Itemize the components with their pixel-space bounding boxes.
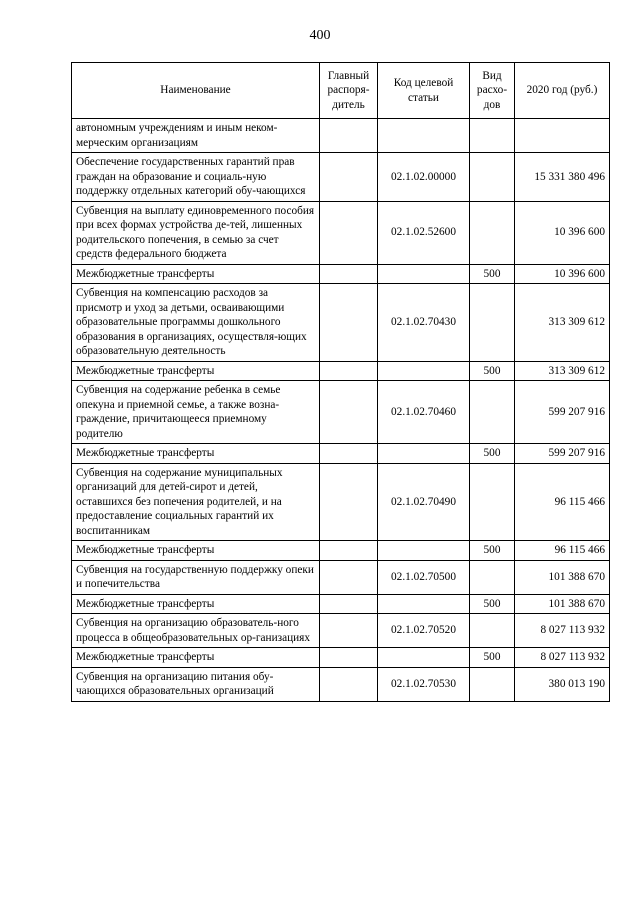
header-amount: 2020 год (руб.) <box>515 63 610 119</box>
cell-amount: 101 388 670 <box>515 560 610 594</box>
cell-amount <box>515 119 610 153</box>
cell-main-manager <box>320 264 378 284</box>
table-row <box>72 594 610 614</box>
cell-name: Субвенция на государственную поддержку опеки и попечительства <box>72 560 320 594</box>
cell-amount: 10 396 600 <box>515 264 610 284</box>
cell-target-code: 02.1.02.70500 <box>378 560 470 594</box>
cell-name: Межбюджетные трансферты <box>72 648 320 668</box>
table-row <box>72 560 610 594</box>
cell-expense-type <box>470 560 515 594</box>
cell-expense-type: 500 <box>470 648 515 668</box>
cell-target-code: 02.1.02.00000 <box>378 153 470 202</box>
cell-target-code: 02.1.02.52600 <box>378 201 470 264</box>
table-row <box>72 361 610 381</box>
cell-target-code <box>378 361 470 381</box>
cell-amount: 15 331 380 496 <box>515 153 610 202</box>
cell-target-code: 02.1.02.70490 <box>378 463 470 541</box>
table-row <box>72 264 610 284</box>
cell-amount: 313 309 612 <box>515 361 610 381</box>
table-row <box>72 153 610 202</box>
cell-main-manager <box>320 201 378 264</box>
cell-name: Межбюджетные трансферты <box>72 594 320 614</box>
cell-expense-type: 500 <box>470 594 515 614</box>
cell-name: Субвенция на компенсацию расходов за присмотр и уход за детьми, осваивающими образовательные программы дошкольного образования в организациях, осуществля-ющих образовательную деятельность <box>72 284 320 362</box>
cell-target-code: 02.1.02.70520 <box>378 614 470 648</box>
table-row <box>72 648 610 668</box>
cell-name: Обеспечение государственных гарантий прав граждан на образование и социаль-ную поддержку отдельных категорий обу-чающихся <box>72 153 320 202</box>
cell-main-manager <box>320 284 378 362</box>
cell-main-manager <box>320 361 378 381</box>
header-main-manager: Главный распоря-дитель <box>320 63 378 119</box>
table-row <box>72 381 610 444</box>
cell-main-manager <box>320 541 378 561</box>
cell-expense-type <box>470 667 515 701</box>
header-expense-type: Вид расхо-дов <box>470 63 515 119</box>
cell-amount: 96 115 466 <box>515 541 610 561</box>
cell-target-code: 02.1.02.70460 <box>378 381 470 444</box>
cell-target-code <box>378 264 470 284</box>
cell-amount: 599 207 916 <box>515 381 610 444</box>
cell-main-manager <box>320 560 378 594</box>
cell-amount: 313 309 612 <box>515 284 610 362</box>
cell-main-manager <box>320 667 378 701</box>
table-row <box>72 119 610 153</box>
header-target-code: Код целевой статьи <box>378 63 470 119</box>
cell-target-code: 02.1.02.70430 <box>378 284 470 362</box>
cell-main-manager <box>320 381 378 444</box>
cell-target-code <box>378 648 470 668</box>
cell-name: Субвенция на содержание ребенка в семье опекуна и приемной семье, а также возна-граждение, причитающееся приемному родителю <box>72 381 320 444</box>
cell-expense-type <box>470 463 515 541</box>
cell-target-code: 02.1.02.70530 <box>378 667 470 701</box>
cell-expense-type <box>470 614 515 648</box>
cell-name: Межбюджетные трансферты <box>72 541 320 561</box>
cell-name: Межбюджетные трансферты <box>72 444 320 464</box>
cell-amount: 599 207 916 <box>515 444 610 464</box>
cell-main-manager <box>320 119 378 153</box>
table-row <box>72 614 610 648</box>
table-row <box>72 444 610 464</box>
cell-name: Межбюджетные трансферты <box>72 264 320 284</box>
cell-target-code <box>378 594 470 614</box>
cell-main-manager <box>320 463 378 541</box>
cell-target-code <box>378 541 470 561</box>
cell-target-code <box>378 119 470 153</box>
cell-expense-type <box>470 153 515 202</box>
cell-expense-type: 500 <box>470 361 515 381</box>
cell-expense-type: 500 <box>470 444 515 464</box>
cell-main-manager <box>320 153 378 202</box>
cell-expense-type <box>470 381 515 444</box>
cell-expense-type: 500 <box>470 541 515 561</box>
table-row <box>72 541 610 561</box>
cell-amount: 101 388 670 <box>515 594 610 614</box>
table-row <box>72 463 610 541</box>
cell-amount: 380 013 190 <box>515 667 610 701</box>
cell-name: Субвенция на содержание муниципальных организаций для детей-сирот и детей, оставшихся без попечения родителей, и на предоставление социальных гарантий их воспитанникам <box>72 463 320 541</box>
table-row <box>72 201 610 264</box>
cell-expense-type <box>470 201 515 264</box>
header-row <box>72 63 610 119</box>
cell-main-manager <box>320 614 378 648</box>
cell-amount: 8 027 113 932 <box>515 614 610 648</box>
cell-name: Межбюджетные трансферты <box>72 361 320 381</box>
table-row <box>72 667 610 701</box>
header-name: Наименование <box>72 63 320 119</box>
table-header <box>72 63 610 119</box>
cell-main-manager <box>320 444 378 464</box>
cell-name: автономным учреждениям и иным неком-мерческим организациям <box>72 119 320 153</box>
table-row <box>72 284 610 362</box>
cell-name: Субвенция на выплату единовременного пособия при всех формах устройства де-тей, лишенных родительского попечения, в семью за счет средств федерального бюджета <box>72 201 320 264</box>
cell-name: Субвенция на организацию образователь-ного процесса в общеобразовательных ор-ганизациях <box>72 614 320 648</box>
cell-amount: 8 027 113 932 <box>515 648 610 668</box>
cell-main-manager <box>320 594 378 614</box>
cell-target-code <box>378 444 470 464</box>
cell-main-manager <box>320 648 378 668</box>
cell-name: Субвенция на организацию питания обу-чающихся образовательных организаций <box>72 667 320 701</box>
cell-expense-type: 500 <box>470 264 515 284</box>
cell-amount: 10 396 600 <box>515 201 610 264</box>
cell-amount: 96 115 466 <box>515 463 610 541</box>
cell-expense-type <box>470 284 515 362</box>
cell-expense-type <box>470 119 515 153</box>
page-number: 400 <box>309 28 331 43</box>
table-body <box>72 119 610 702</box>
budget-table <box>71 62 610 702</box>
